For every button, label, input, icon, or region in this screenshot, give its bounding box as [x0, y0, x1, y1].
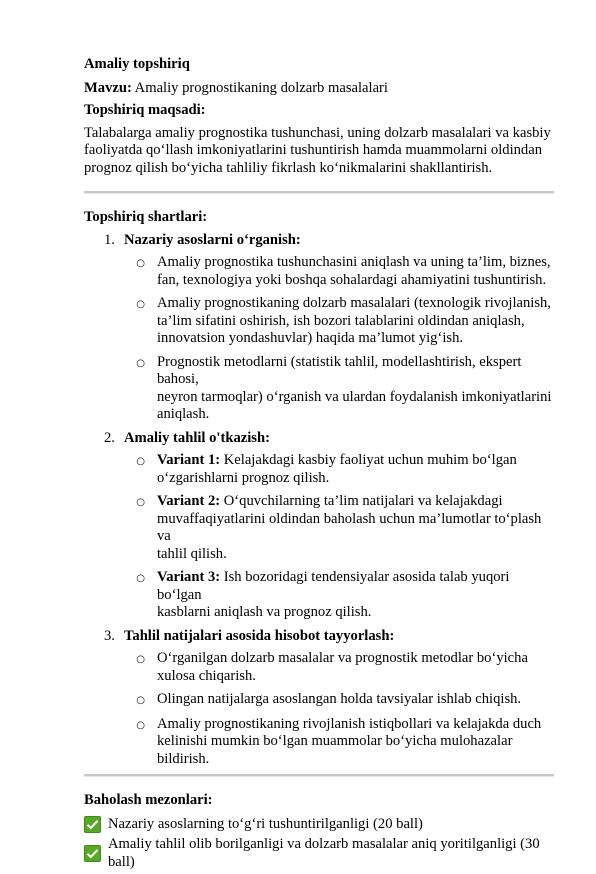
circle-bullet-icon: ○	[136, 719, 145, 731]
sub-line: tahlil qilish.	[157, 545, 227, 562]
circle-bullet-icon: ○	[136, 497, 145, 508]
sub-line: Amaliy prognostikaning dolzarb masalalari (texnologik rivojlanish,	[157, 295, 551, 311]
topic-line	[84, 80, 554, 98]
sub-line-text: Kelajakdagi kasbiy faoliyat uchun muhim bo‘lgan	[220, 452, 517, 468]
sub-line	[157, 569, 554, 604]
sub-line: kasblarni aniqlash va prognoz qilish.	[157, 604, 372, 620]
sub-line-text: O‘quvchilarning ta’lim natijalari va kelajakdagi	[220, 493, 503, 509]
goal-line: faoliyatda qo‘llash imkoniyatlarini tushuntirish hamda muammolarni oldindan	[84, 142, 542, 158]
conditions-item	[84, 430, 554, 622]
sub-item	[84, 254, 554, 289]
goal-line: Talabalarga amaliy prognostika tushunchasi, uning dolzarb masalalari va kasbiy	[84, 124, 551, 141]
item-number: 2.	[104, 429, 115, 446]
circle-bullet-icon: ○	[136, 258, 145, 269]
check-mark-icon	[84, 816, 101, 833]
topic-text: Amaliy prognostikaning dolzarb masalalari	[134, 79, 388, 96]
goal-label: Topshiriq maqsadi:	[84, 102, 206, 118]
sub-line	[157, 493, 554, 511]
sub-line: kelinishi mumkin bo‘lgan muammolar bo‘yicha mulohazalar bildirish.	[157, 733, 513, 767]
sub-item	[84, 354, 554, 424]
sub-line: muvaffaqiyatlarini oldindan baholash uchun ma’lumotlar to‘plash va	[157, 510, 542, 544]
sub-list	[84, 650, 554, 768]
sub-line	[157, 452, 554, 470]
criteria-item	[84, 836, 554, 871]
variant-label: Variant 1:	[157, 452, 221, 468]
circle-bullet-icon: ○	[136, 695, 145, 706]
sub-line: innovatsion yondashuvlar) haqida ma’lumot yig‘ish.	[157, 330, 464, 346]
sub-list	[84, 452, 554, 622]
criteria-list	[84, 816, 554, 872]
sub-line: O‘rganilgan dolzarb masalalar va prognostik metodlar bo‘yicha	[157, 650, 528, 666]
sub-line-text: Ish bozoridagi tendensiyalar asosida talab yuqori bo‘lgan	[157, 569, 510, 603]
item-label: Tahlil natijalari asosida hisobot tayyorlash:	[124, 627, 395, 644]
check-mark-icon	[84, 845, 101, 862]
sub-line: xulosa chiqarish.	[157, 667, 256, 684]
circle-bullet-icon: ○	[136, 357, 145, 369]
document-heading: Amaliy topshiriq	[84, 56, 190, 72]
item-number: 1.	[104, 231, 115, 248]
circle-bullet-icon: ○	[136, 573, 145, 584]
goal-line: prognoz qilish bo‘yicha tahliliy fikrlash ko‘nikmalarini shakllantirish.	[84, 159, 493, 176]
sub-item	[84, 452, 554, 487]
criteria-title: Baholash mezonlari:	[84, 792, 213, 808]
variant-label: Variant 3:	[157, 569, 221, 585]
sub-line: Amaliy prognostika tushunchasini aniqlash va uning ta’lim, biznes,	[157, 254, 551, 270]
criteria-text: Nazariy asoslarning to‘g‘ri tushuntirilganligi (20 ball)	[108, 815, 423, 832]
sub-line: aniqlash.	[157, 406, 210, 422]
criteria-item	[84, 816, 554, 834]
sub-line: Amaliy prognostikaning rivojlanish istiqbollari va kelajakda duch	[157, 715, 542, 732]
sub-line: neyron tarmoqlar) o‘rganish va ulardan foydalanish imkoniyatlarini	[157, 388, 552, 405]
variant-label: Variant 2:	[157, 493, 221, 509]
conditions-title: Topshiriq shartlari:	[84, 209, 208, 225]
item-label: Amaliy tahlil o'tkazish:	[124, 429, 270, 446]
divider	[84, 774, 554, 777]
conditions-item	[84, 232, 554, 424]
sub-item	[84, 569, 554, 622]
criteria-text: Amaliy tahlil olib borilganligi va dolzarb masalalar aniq yoritilganligi (30 ball)	[108, 836, 540, 870]
sub-line: o‘zgarishlarni prognoz qilish.	[157, 469, 330, 486]
sub-line: fan, texnologiya yoki boshqa sohalardagi ahamiyatini tushuntirish.	[157, 271, 547, 288]
circle-bullet-icon: ○	[136, 456, 145, 467]
sub-item	[84, 650, 554, 685]
sub-line: Olingan natijalarga asoslangan holda tavsiyalar ishlab chiqish.	[157, 691, 522, 707]
conditions-item	[84, 628, 554, 769]
sub-item	[84, 493, 554, 563]
sub-item	[84, 716, 554, 769]
item-number: 3.	[104, 627, 115, 644]
topic-label: Mavzu:	[84, 79, 132, 96]
sub-item	[84, 691, 554, 710]
goal-paragraph	[84, 125, 554, 178]
circle-bullet-icon: ○	[136, 299, 145, 310]
sub-line: Prognostik metodlarni (statistik tahlil, modellashtirish, ekspert bahosi,	[157, 353, 522, 387]
sub-list	[84, 254, 554, 424]
divider	[84, 191, 554, 194]
item-label: Nazariy asoslarni o‘rganish:	[124, 231, 301, 248]
conditions-list	[84, 232, 554, 769]
circle-bullet-icon: ○	[136, 654, 145, 665]
sub-item	[84, 295, 554, 348]
document-page	[84, 56, 554, 874]
sub-line: ta’lim sifatini oshirish, ish bozori talablarini oldindan aniqlash,	[157, 312, 525, 329]
